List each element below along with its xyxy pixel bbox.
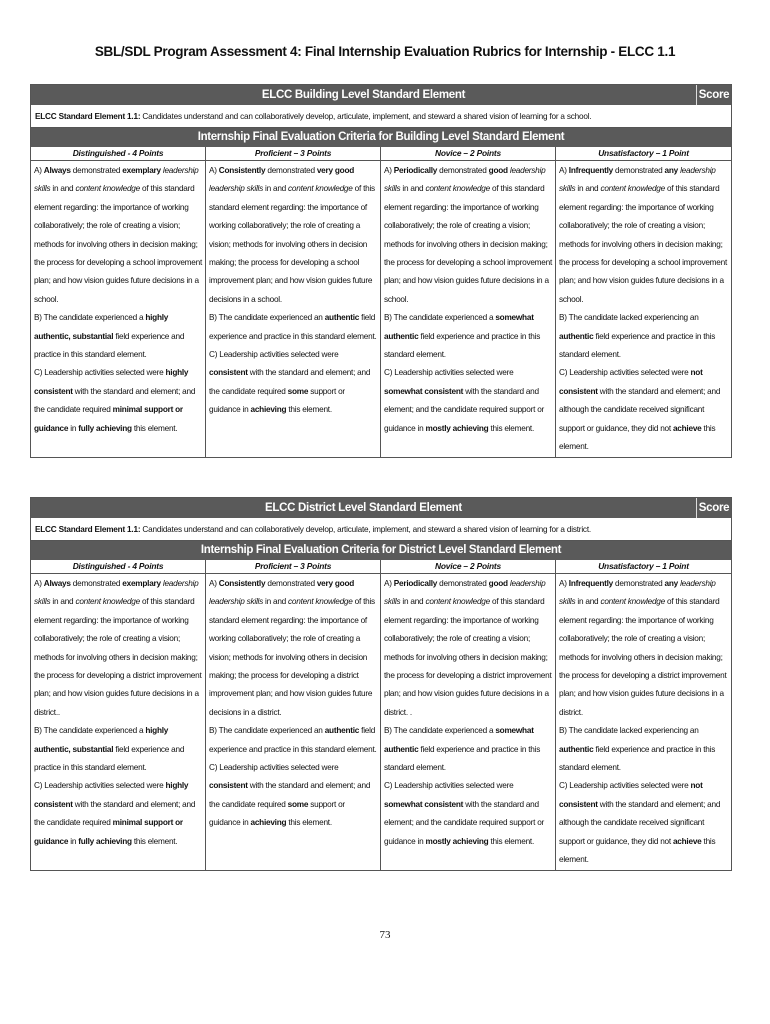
text-run: highly consistent xyxy=(34,368,189,396)
rubric-paragraph xyxy=(384,777,552,851)
text-run: this element. xyxy=(286,405,332,415)
section-header-title: ELCC Building Level Standard Element xyxy=(261,89,466,101)
page-number: 73 xyxy=(379,929,391,941)
text-run: leadership skills xyxy=(34,579,199,607)
text-run: content knowledge xyxy=(75,184,140,194)
text-run: authentic xyxy=(324,313,360,323)
text-run: leadership skills xyxy=(209,597,263,607)
text-run: in and xyxy=(575,184,601,194)
text-run: of this standard element regarding: the importance of working collaboratively; the role of creating a vision; methods for involving others in decision making; the process for developing a school improvement plan; and how vision guides future decisions in a school. xyxy=(209,184,375,304)
criteria-header: Internship Final Evaluation Criteria for District Level Standard Element xyxy=(31,541,731,560)
text-run: exemplary xyxy=(122,166,161,175)
rubric-columns xyxy=(31,560,731,870)
text-run: fully achieving xyxy=(78,836,132,846)
text-run: very good xyxy=(316,166,355,175)
rubric-paragraph xyxy=(209,722,377,759)
score-label: Score xyxy=(696,85,731,105)
text-run: demonstrated xyxy=(437,166,489,175)
text-run: B) The candidate experienced a xyxy=(34,313,146,323)
text-run: content knowledge xyxy=(288,597,353,607)
text-run: somewhat authentic xyxy=(384,726,534,754)
text-run: C) Leadership activities selected were xyxy=(209,763,339,773)
text-run: in and xyxy=(400,184,426,194)
text-run: Consistently xyxy=(218,166,266,175)
rubric-cell xyxy=(381,161,555,438)
text-run: in and xyxy=(400,597,426,607)
text-run: very good xyxy=(316,579,355,588)
text-run: in xyxy=(68,423,79,433)
text-run: with the standard and element; and the candidate required xyxy=(34,799,196,828)
page-title: SBL/SDL Program Assessment 4: Final Internship Evaluation Rubrics for Internship - ELCC 1.1 xyxy=(94,44,676,59)
rubric-paragraph xyxy=(209,575,377,722)
text-run: with the standard and element; and the candidate required support or guidance in xyxy=(384,799,545,846)
text-run: this element. xyxy=(559,836,716,865)
text-run: field experience and practice in this standard element. xyxy=(34,331,185,360)
rubric-paragraph xyxy=(34,777,202,851)
text-run: Always xyxy=(43,166,71,175)
text-run: demonstrated xyxy=(613,579,665,588)
text-run: somewhat consistent xyxy=(384,799,464,809)
rubric-cell xyxy=(381,574,555,851)
column-heading: Proficient – 3 Points xyxy=(206,147,380,161)
text-run: not consistent xyxy=(559,781,703,809)
rubric-column-proficient xyxy=(206,560,381,870)
text-run: leadership skills xyxy=(559,166,716,194)
text-run: this element. xyxy=(488,836,535,846)
text-run: in and xyxy=(575,597,601,607)
text-run: of this standard element regarding: the importance of working collaboratively; the role of creating a vision; methods for involving others in decision making; the process for developing a district improvement plan; and how vision guides future decisions in a district. . xyxy=(384,597,552,717)
text-run: in and xyxy=(50,597,76,607)
standard-element-label: ELCC Standard Element 1.1: xyxy=(35,525,141,534)
text-run: field experience and practice in this standard element. xyxy=(559,331,716,360)
text-run: leadership skills xyxy=(384,579,546,607)
text-run: Infrequently xyxy=(568,579,614,588)
rubric-cell xyxy=(206,574,380,833)
text-run: minimal support or guidance xyxy=(34,818,183,846)
standard-element-label: ELCC Standard Element 1.1: xyxy=(35,112,141,121)
text-run: achieving xyxy=(250,405,287,415)
rubric-column-novice xyxy=(381,147,556,457)
text-run: good xyxy=(488,166,508,175)
section-header xyxy=(31,85,731,105)
rubric-column-distinguished xyxy=(31,147,206,457)
text-run: of this standard element regarding: the importance of working collaboratively; the role of creating a vision; methods for involving others in decision making; the process for developing a school improvement plan; and how vision guides future decisions in a school. xyxy=(384,184,553,304)
text-run: field experience and practice in this standard element. xyxy=(384,331,541,360)
text-run: authentic xyxy=(559,331,594,341)
text-run: demonstrated xyxy=(265,166,317,175)
text-run: demonstrated xyxy=(70,166,123,175)
text-run: leadership skills xyxy=(559,579,716,607)
text-run: authentic xyxy=(559,744,594,754)
text-run: of this standard element regarding: the importance of working collaboratively; the role of creating a vision; methods for involving others in decision making; the process for developing a district improvement plan; and how vision guides future decisions in a district.. xyxy=(34,597,202,717)
text-run: leadership skills xyxy=(384,166,546,194)
text-run: C) Leadership activities selected were xyxy=(384,781,514,791)
text-run: content knowledge xyxy=(600,597,665,607)
text-run: B) The candidate experienced a xyxy=(384,726,496,736)
rubric-paragraph xyxy=(559,777,728,869)
rubric-paragraph xyxy=(559,722,728,777)
text-run: exemplary xyxy=(122,579,161,588)
text-run: this element. xyxy=(559,423,716,452)
text-run: fully achieving xyxy=(78,423,132,433)
section-header xyxy=(31,498,731,518)
text-run: field experience and practice in this standard element. xyxy=(384,744,541,773)
column-heading: Proficient – 3 Points xyxy=(206,560,380,574)
building-level-section xyxy=(30,84,732,458)
rubric-paragraph xyxy=(384,722,552,777)
text-run: consistent xyxy=(209,781,248,791)
criteria-header: Internship Final Evaluation Criteria for Building Level Standard Element xyxy=(31,128,731,147)
rubric-paragraph xyxy=(209,759,377,833)
rubric-paragraph xyxy=(559,575,728,722)
text-run: B) The candidate lacked experiencing an xyxy=(559,313,699,323)
text-run: field experience and practice in this standard element. xyxy=(34,744,185,773)
rubric-cell xyxy=(31,161,205,438)
text-run: C) Leadership activities selected were xyxy=(559,781,691,791)
text-run: A) xyxy=(559,166,569,175)
text-run: Periodically xyxy=(393,166,438,175)
text-run: A) xyxy=(34,166,44,175)
text-run: demonstrated xyxy=(613,166,665,175)
rubric-paragraph xyxy=(559,364,728,456)
text-run: content knowledge xyxy=(600,184,665,194)
text-run: minimal support or guidance xyxy=(34,405,183,433)
text-run: with the standard and element; and although the candidate received significant support or guidance, they did not xyxy=(559,386,721,433)
text-run: any xyxy=(664,579,679,588)
section-header-title: ELCC District Level Standard Element xyxy=(265,502,462,514)
text-run: B) The candidate experienced an xyxy=(209,726,325,736)
text-run: with the standard and element; and the candidate required xyxy=(34,386,196,415)
column-heading: Unsatisfactory – 1 Point xyxy=(556,560,731,574)
rubric-column-unsatisfactory xyxy=(556,560,731,870)
text-run: demonstrated xyxy=(70,579,123,588)
column-heading: Novice – 2 Points xyxy=(381,560,555,574)
rubric-paragraph xyxy=(559,309,728,364)
text-run: with the standard and element; and although the candidate received significant support or guidance, they did not xyxy=(559,799,721,846)
text-run: field experience and practice in this standard element. xyxy=(559,744,716,773)
text-run: support or guidance in xyxy=(209,386,345,415)
text-run: in and xyxy=(50,184,76,194)
text-run: mostly achieving xyxy=(425,423,489,433)
text-run: this element. xyxy=(131,423,178,433)
text-run: consistent xyxy=(209,368,248,378)
rubric-paragraph xyxy=(559,162,728,309)
text-run: C) Leadership activities selected were xyxy=(559,368,691,378)
text-run: A) xyxy=(384,166,394,175)
text-run: C) Leadership activities selected were xyxy=(34,781,166,791)
rubric-paragraph xyxy=(384,162,552,309)
rubric-cell xyxy=(556,574,731,870)
rubric-paragraph xyxy=(34,575,202,722)
text-run: this element. xyxy=(488,423,535,433)
rubric-columns xyxy=(31,147,731,457)
text-run: highly authentic, substantial xyxy=(34,313,169,341)
column-heading: Novice – 2 Points xyxy=(381,147,555,161)
text-run: C) Leadership activities selected were xyxy=(384,368,514,378)
text-run: support or guidance in xyxy=(209,799,345,828)
column-heading: Distinguished - 4 Points xyxy=(31,147,205,161)
text-run: B) The candidate experienced an xyxy=(209,313,325,323)
rubric-paragraph xyxy=(384,575,552,722)
text-run: A) xyxy=(559,579,569,588)
text-run: field experience and practice in this standard element. xyxy=(209,726,377,754)
text-run: with the standard and element; and the candidate required xyxy=(209,781,371,809)
text-run: this element. xyxy=(131,836,178,846)
text-run: B) The candidate experienced a xyxy=(34,726,146,736)
standard-element-text: Candidates understand and can collaboratively develop, articulate, implement, and steward a shared vision of learning for a school. xyxy=(140,112,592,121)
text-run: leadership skills xyxy=(209,184,263,194)
text-run: of this standard element regarding: the importance of working collaboratively; the role of creating a vision; methods for involving others in decision making; the process for developing a district improvement plan; and how vision guides future decisions in a district. xyxy=(559,597,727,717)
rubric-column-distinguished xyxy=(31,560,206,870)
rubric-paragraph xyxy=(34,722,202,777)
text-run: achieve xyxy=(672,423,702,433)
text-run: A) xyxy=(34,579,44,588)
standard-element xyxy=(31,518,731,541)
text-run: with the standard and element; and the candidate required support or guidance in xyxy=(384,386,545,433)
text-run: mostly achieving xyxy=(425,836,489,846)
text-run: content knowledge xyxy=(75,597,140,607)
text-run: Consistently xyxy=(218,579,266,588)
text-run: B) The candidate lacked experiencing an xyxy=(559,726,699,736)
rubric-paragraph xyxy=(209,346,377,420)
text-run: leadership skills xyxy=(34,166,199,194)
text-run: content knowledge xyxy=(288,184,353,194)
text-run: content knowledge xyxy=(425,184,490,194)
text-run: Periodically xyxy=(393,579,438,588)
text-run: not consistent xyxy=(559,368,703,396)
column-heading: Distinguished - 4 Points xyxy=(31,560,205,574)
text-run: of this standard element regarding: the importance of working collaboratively; the role of creating a vision; methods for involving others in decision making; the process for developing a school improvement plan; and how vision guides future decisions in a school. xyxy=(559,184,728,304)
text-run: in and xyxy=(262,597,289,607)
text-run: A) xyxy=(384,579,394,588)
text-run: somewhat consistent xyxy=(384,386,464,396)
text-run: Infrequently xyxy=(568,166,614,175)
rubric-cell xyxy=(31,574,205,851)
text-run: B) The candidate experienced a xyxy=(384,313,496,323)
text-run: achieving xyxy=(250,818,287,828)
standard-element-text: Candidates understand and can collaboratively develop, articulate, implement, and steward a shared vision of learning for a district. xyxy=(140,525,591,534)
text-run: field experience and practice in this standard element. xyxy=(209,313,377,341)
rubric-cell xyxy=(206,161,380,420)
rubric-paragraph xyxy=(34,309,202,364)
standard-element xyxy=(31,105,731,128)
text-run: A) xyxy=(209,579,219,588)
rubric-paragraph xyxy=(34,364,202,438)
rubric-column-novice xyxy=(381,560,556,870)
text-run: C) Leadership activities selected were xyxy=(34,368,166,378)
text-run: A) xyxy=(209,166,219,175)
text-run: highly authentic, substantial xyxy=(34,726,169,754)
rubric-paragraph xyxy=(209,309,377,346)
column-heading: Unsatisfactory – 1 Point xyxy=(556,147,731,161)
text-run: some xyxy=(287,799,309,809)
rubric-cell xyxy=(556,161,731,457)
district-level-section xyxy=(30,497,732,871)
text-run: this element. xyxy=(286,818,332,828)
text-run: authentic xyxy=(324,726,360,736)
text-run: content knowledge xyxy=(425,597,490,607)
text-run: somewhat authentic xyxy=(384,313,534,341)
text-run: of this standard element regarding: the importance of working collaboratively; the role of creating a vision; methods for involving others in decision making; the process for developing a district improvement plan; and how vision guides future decisions in a district. xyxy=(209,597,375,717)
text-run: with the standard and element; and the candidate required xyxy=(209,368,371,396)
rubric-paragraph xyxy=(384,364,552,438)
text-run: of this standard element regarding: the importance of working collaboratively; the role of creating a vision; methods for involving others in decision making; the process for developing a school improvement plan; and how vision guides future decisions in a school. xyxy=(34,184,203,304)
rubric-paragraph xyxy=(384,309,552,364)
text-run: in and xyxy=(262,184,289,194)
text-run: any xyxy=(664,166,679,175)
text-run: good xyxy=(488,579,508,588)
text-run: in xyxy=(68,836,79,846)
text-run: some xyxy=(287,386,309,396)
text-run: demonstrated xyxy=(437,579,489,588)
rubric-paragraph xyxy=(209,162,377,309)
text-run: achieve xyxy=(672,836,702,846)
text-run: C) Leadership activities selected were xyxy=(209,350,339,360)
rubric-column-unsatisfactory xyxy=(556,147,731,457)
score-label: Score xyxy=(696,498,731,518)
rubric-paragraph xyxy=(34,162,202,309)
rubric-column-proficient xyxy=(206,147,381,457)
text-run: Always xyxy=(43,579,71,588)
text-run: highly consistent xyxy=(34,781,189,809)
text-run: demonstrated xyxy=(265,579,317,588)
